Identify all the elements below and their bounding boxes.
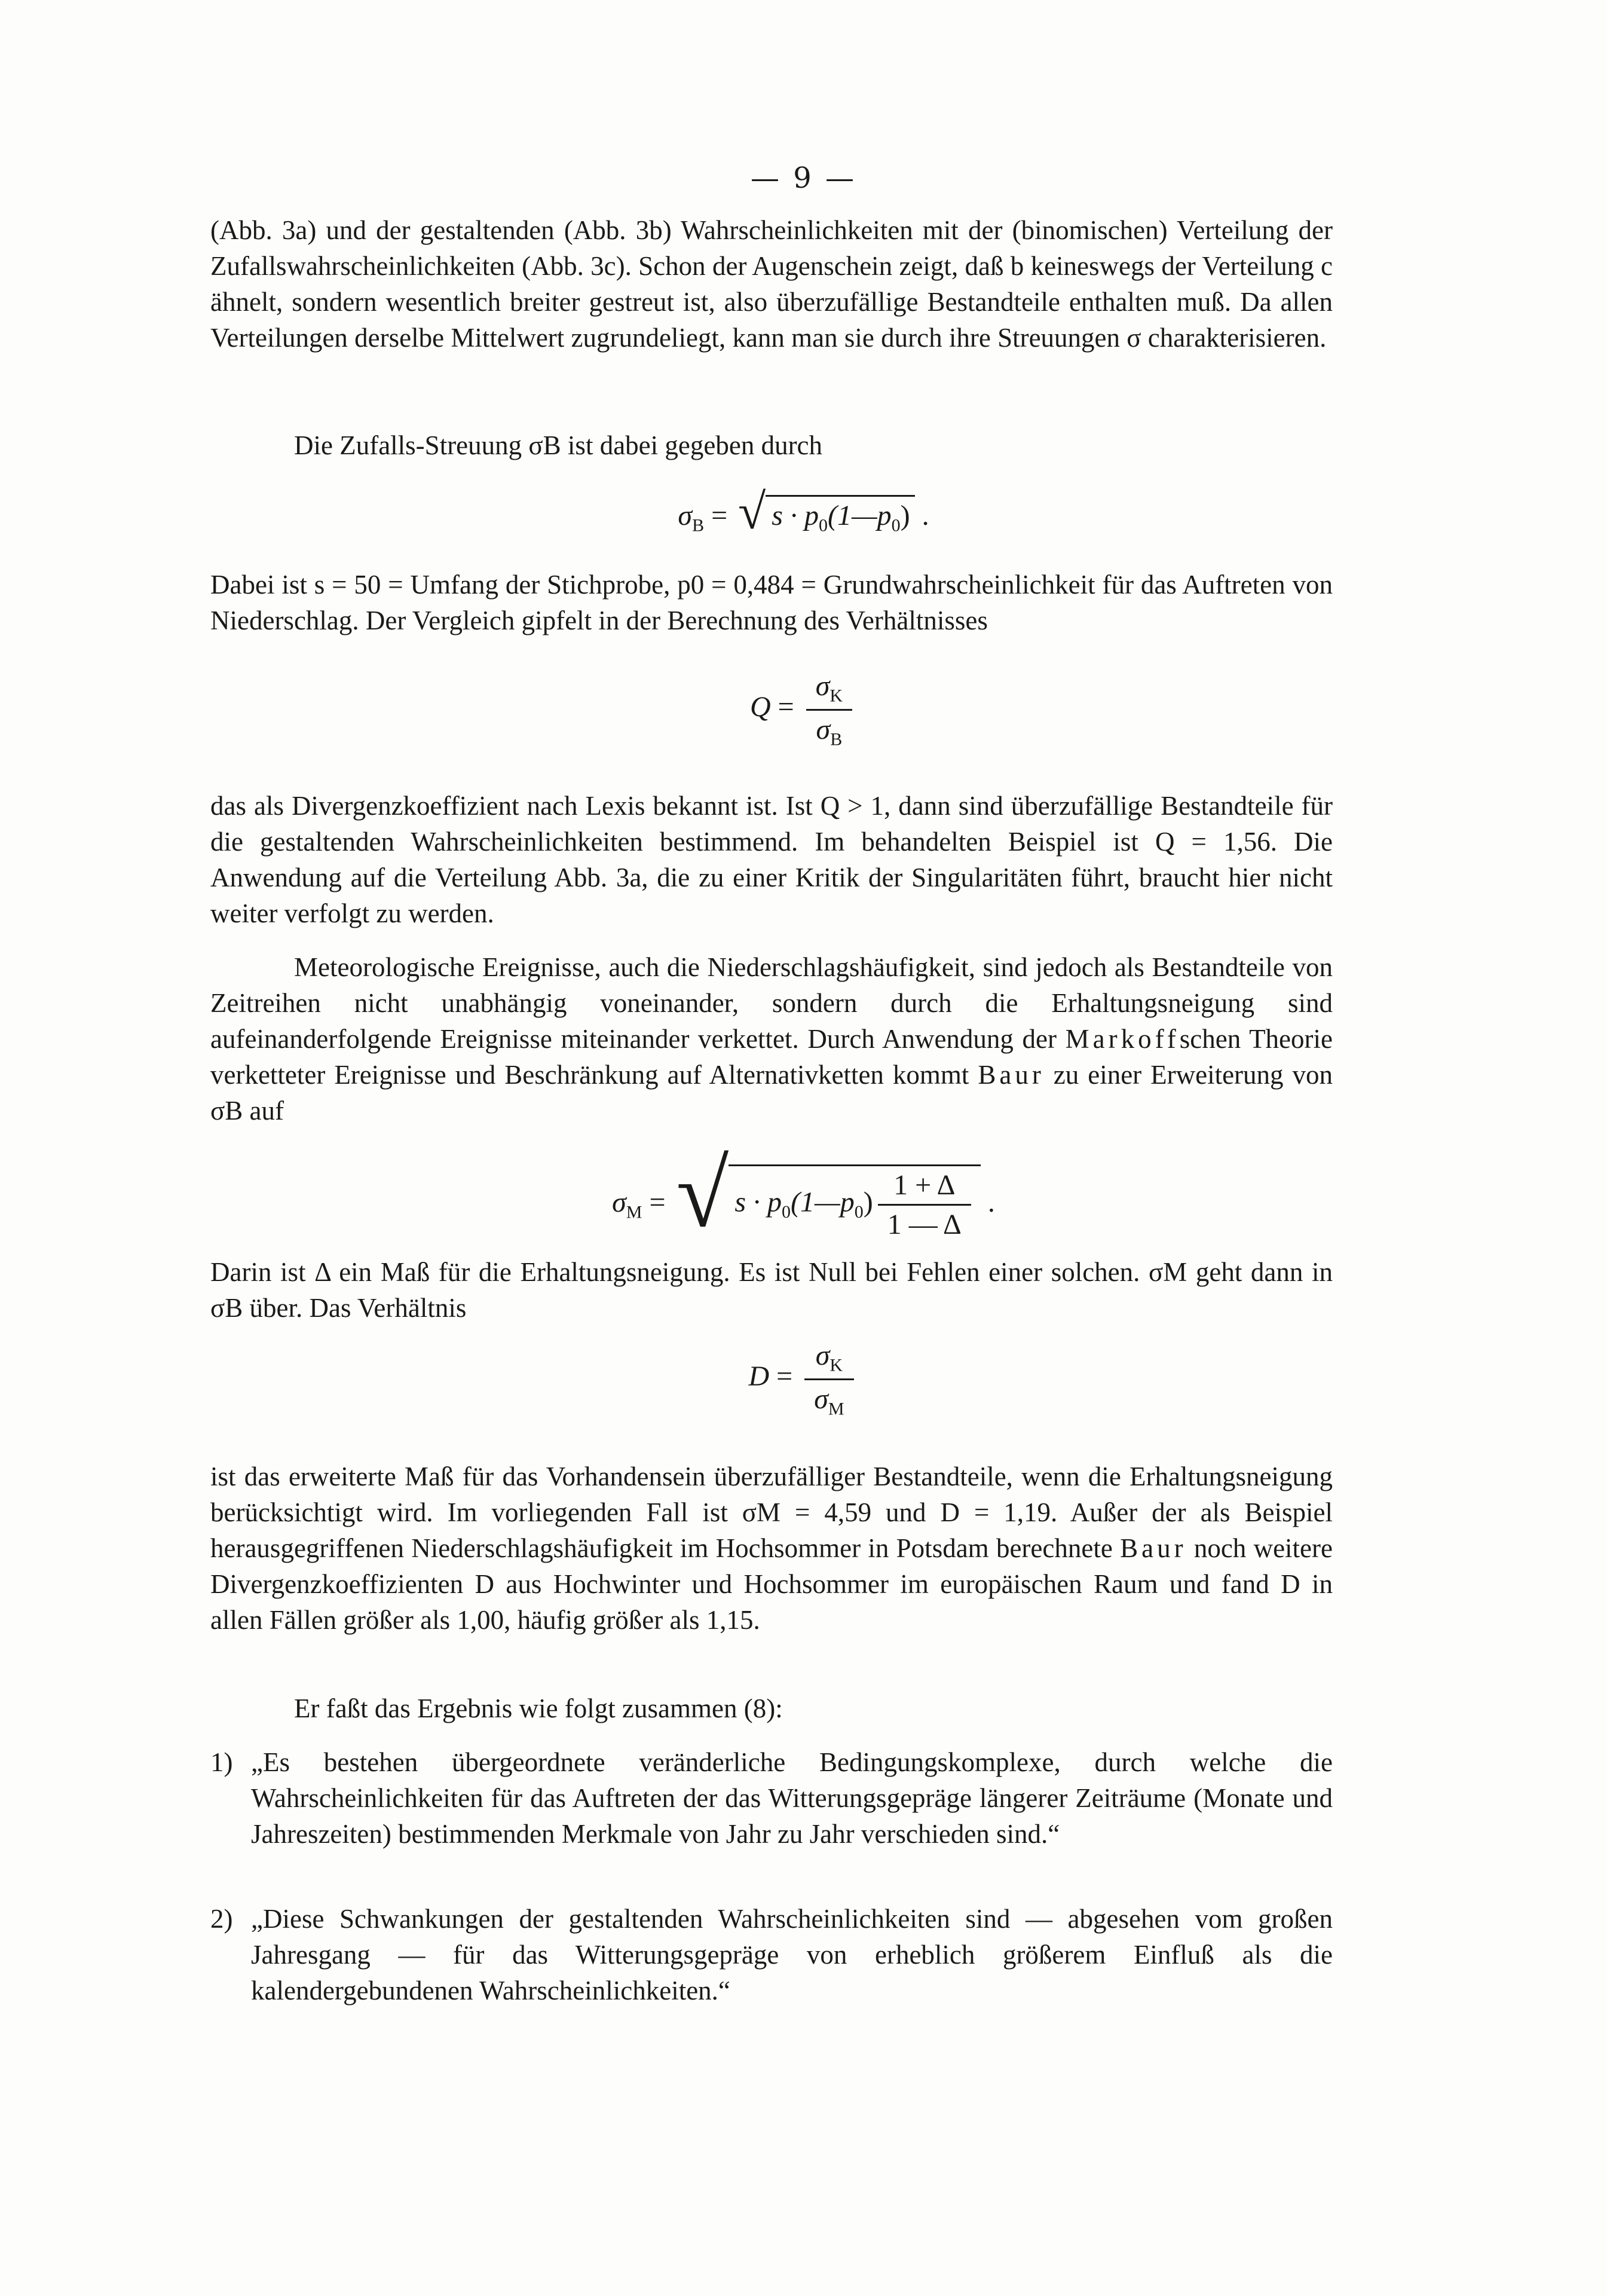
paragraph-4-text: das als Divergenzkoeffizient nach Lexis bekannt ist. Ist Q > 1, dann sind überzufällige Bestandteile für die gestaltenden Wahrscheinlichkeiten bestimmend. Im behandelten Beispiel ist Q = 1,56. Die Anwendung auf die Verteilung Abb. 3a, die zu einer Kritik der Singularitäten führt, braucht hier nicht weiter verfolgt zu werden.: [210, 791, 1333, 928]
formula-fraction: [804, 1339, 853, 1419]
formula-symbol: σ: [678, 500, 693, 531]
text-run: ist das erweiterte Maß für das Vorhandensein überzufälliger Bestandteile, wenn die Erhaltungsneigung berücksichtigt wird. Im vorliegenden Fall ist σM = 4,59 und D = 1,19. Außer der als Beispiel herausgegriffenen Niederschlagshäufigkeit im Hochsommer in Potsdam berechnete: [210, 1462, 1333, 1563]
radical-sign: √: [676, 1141, 729, 1247]
paragraph-4: [210, 788, 1333, 931]
radicand-part: ): [900, 500, 910, 531]
list-number: 2): [210, 1904, 233, 1934]
fraction-denominator: σ: [816, 713, 831, 745]
formula-end: .: [980, 1187, 995, 1218]
formula-subscript: B: [692, 515, 705, 536]
list-number: 1): [210, 1747, 233, 1777]
list-text: „Es bestehen übergeordnete veränderliche Bedingungskomplexe, durch welche die Wahrscheinlichkeiten für das Auftreten der das Witterungsgepräge längerer Zeiträume (Monate und Jahreszeiten) bestimmenden Merkmale von Jahr zu Jahr verschieden sind.“: [251, 1747, 1333, 1849]
paragraph-3-text: Dabei ist s = 50 = Umfang der Stichprobe, p0 = 0,484 = Grundwahrscheinlichkeit für das Auftreten von Niederschlag. Der Vergleich gipfelt in der Berechnung des Verhältnisses: [210, 570, 1333, 635]
formula-radicand: [766, 495, 914, 536]
radicand-sub: 0: [782, 1202, 791, 1222]
paragraph-2-text: Die Zufalls-Streuung σB ist dabei gegeben durch: [294, 430, 823, 460]
author-name: Markoff: [1065, 1024, 1180, 1054]
paragraph-7-text: [210, 1459, 1333, 1638]
denominator-sub: M: [828, 1399, 844, 1419]
fraction-denominator: σ: [814, 1383, 828, 1415]
radicand-part: s · p: [772, 500, 819, 531]
paragraph-1-text: (Abb. 3a) und der gestaltenden (Abb. 3b) Wahrscheinlichkeiten mit der (binomischen) Verteilung der Zufallswahrscheinlichkeiten (Abb. 3c). Schon der Augenschein zeigt, daß b keineswegs der Verteilung c ähnelt, sondern wesentlich breiter gestreut ist, also überzufällige Bestandteile enthalten muß. Da allen Verteilungen derselbe Mittelwert zugrundeliegt, kann man sie durch ihre Streuungen σ charakterisieren.: [210, 215, 1333, 353]
fraction-numerator: σ: [815, 1340, 830, 1371]
paragraph-7: [210, 1459, 1333, 1638]
paragraph-2: [210, 427, 1333, 463]
radicand-sub: 0: [818, 515, 828, 536]
paragraph-5-text: [210, 949, 1333, 1129]
fraction-numerator: 1 + Δ: [878, 1169, 971, 1206]
formula-fraction: [806, 669, 852, 750]
formula-radicand: [728, 1164, 981, 1241]
text-run: noch weitere Divergenzkoeffizienten D aus Hochwinter und Hochsommer im europäischen Raum und fand D in allen Fällen größer als 1,00, häufig größer als 1,15.: [210, 1533, 1333, 1635]
formula-q: [0, 669, 1607, 750]
paragraph-8: [210, 1690, 1333, 1726]
formula-operator: =: [770, 691, 801, 723]
paragraph-6: [210, 1254, 1333, 1326]
formula-sigma-b: [0, 483, 1607, 541]
radicand-part: s · p: [734, 1187, 782, 1218]
fraction-denominator: 1 — Δ: [887, 1209, 962, 1241]
formula-operator: =: [704, 500, 735, 531]
author-name: Baur: [978, 1060, 1045, 1090]
author-name: Baur: [1120, 1533, 1187, 1563]
text-run: zu einer Erweiterung von σB auf: [210, 1060, 1333, 1126]
formula-sigma-m: [0, 1139, 1607, 1249]
radicand-sub: 0: [854, 1202, 864, 1222]
text-run: Meteorologische Ereignisse, auch die Niederschlagshäufigkeit, sind jedoch als Bestandteile von Zeitreihen nicht unabhängig voneinander, sondern durch die Erhaltungsneigung sind aufeinanderfolgende Ereignisse miteinander verkettet. Durch Anwendung der: [210, 952, 1333, 1054]
paragraph-6-text: Darin ist Δ ein Maß für die Erhaltungsneigung. Es ist Null bei Fehlen einer solchen. σM geht dann in σB über. Das Verhältnis: [210, 1257, 1333, 1323]
formula-symbol: Q: [749, 691, 771, 723]
radicand-sub: 0: [891, 515, 901, 536]
paragraph-8-text: Er faßt das Ergebnis wie folgt zusammen (8):: [294, 1693, 783, 1723]
fraction-numerator: σ: [815, 670, 830, 702]
numerator-sub: K: [829, 1355, 843, 1375]
list-item: [210, 1901, 1333, 2008]
radical-sign: √: [738, 484, 766, 540]
paragraph-5: [210, 949, 1333, 1129]
radicand-part: (1—p: [827, 500, 892, 531]
formula-d: [0, 1339, 1607, 1419]
formula-symbol: D: [748, 1361, 770, 1393]
list-item: [210, 1744, 1333, 1852]
denominator-sub: B: [830, 729, 843, 750]
numerator-sub: K: [829, 686, 843, 706]
formula-operator: =: [769, 1361, 800, 1393]
page-number: — 9 —: [750, 161, 857, 195]
list-text: „Diese Schwankungen der gestaltenden Wahrscheinlichkeiten sind — abgesehen vom großen Jahresgang — für das Witterungsgepräge von erheblich größerem Einfluß als die kalendergebundenen Wahrscheinlichkeiten.“: [251, 1904, 1333, 2005]
text-run: schen Theorie verketteter Ereignisse und Beschränkung auf Alternativketten kommt: [210, 1024, 1333, 1090]
formula-operator: =: [642, 1187, 673, 1218]
radicand-part: (1—p: [791, 1187, 855, 1218]
formula-end: .: [914, 500, 929, 531]
formula-fraction: [878, 1169, 971, 1241]
radicand-part: ): [863, 1187, 873, 1218]
formula-symbol: σ: [612, 1187, 626, 1218]
paragraph-1: [210, 212, 1333, 356]
paragraph-3: [210, 567, 1333, 638]
formula-subscript: M: [626, 1202, 642, 1222]
